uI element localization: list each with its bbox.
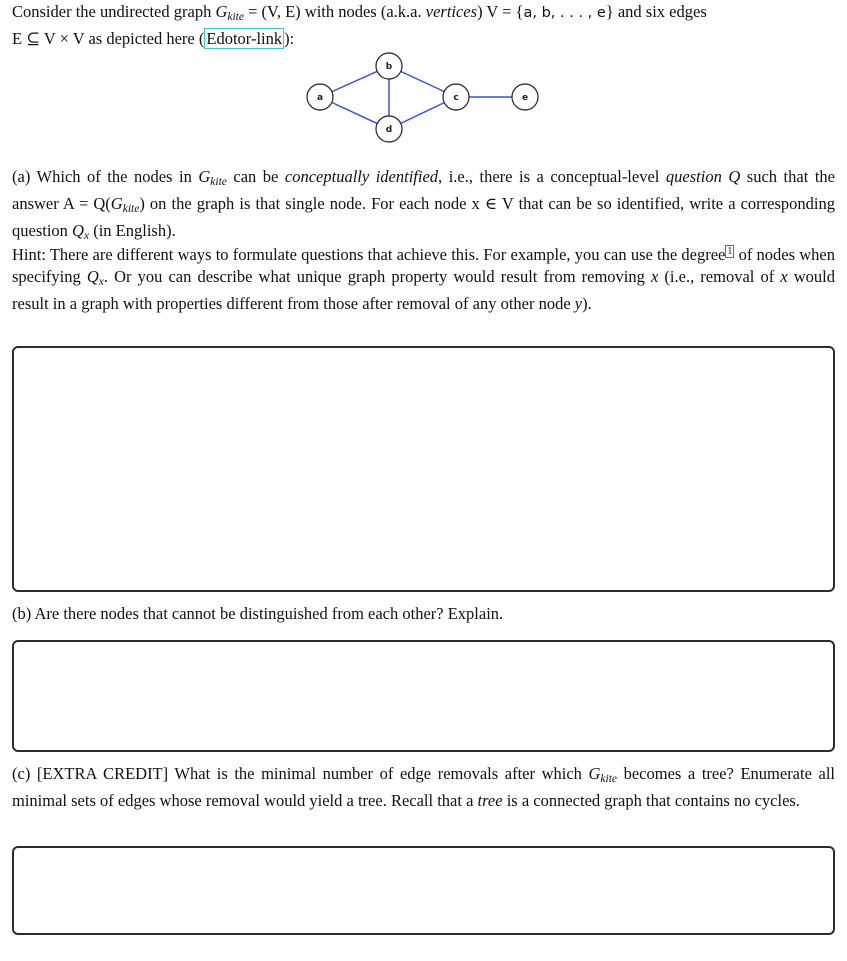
question-b bbox=[12, 603, 835, 625]
question-a-text: such that the answer A = Q( bbox=[12, 167, 835, 213]
question-c-text: is a connected graph that contains no cycles. bbox=[502, 791, 800, 810]
node-set: a, b, . . . , e bbox=[523, 5, 606, 21]
question-symbol: Q bbox=[72, 221, 84, 240]
question-subscript: x bbox=[83, 230, 90, 242]
hint-paragraph bbox=[12, 244, 835, 315]
question-c-text: (c) [EXTRA CREDIT] What is the minimal number of edge removals after which bbox=[12, 764, 589, 783]
question-a-text: ) on the graph is that single node. For each node x ∈ V that can be so identified, write a corresponding question bbox=[12, 194, 835, 240]
graph-symbol: G bbox=[588, 764, 601, 783]
intro-emphasis: vertices bbox=[425, 2, 478, 21]
intro-text: Consider the undirected graph bbox=[12, 2, 216, 21]
node-d bbox=[376, 116, 402, 142]
hint-text: . Or you can describe what unique graph property would result from removing bbox=[103, 267, 651, 286]
answer-box-b[interactable] bbox=[12, 640, 835, 752]
hint-text: (i.e., removal of bbox=[658, 267, 781, 286]
variable-x: x bbox=[780, 267, 788, 286]
answer-box-c[interactable] bbox=[12, 846, 835, 935]
hint-text: of nodes when specifying bbox=[12, 245, 835, 286]
intro-paragraph bbox=[12, 1, 835, 50]
intro-text: ): bbox=[284, 29, 295, 48]
hint-text: ). bbox=[582, 294, 592, 313]
node-label-d: d bbox=[385, 125, 393, 135]
graph-subscript: kite bbox=[227, 11, 244, 23]
hint-text: would result in a graph with properties different from those after removal of any other node bbox=[12, 267, 835, 313]
node-label-c: c bbox=[453, 93, 459, 103]
variable-x: x bbox=[651, 267, 659, 286]
node-label-b: b bbox=[385, 62, 393, 72]
graph-subscript: kite bbox=[210, 176, 227, 188]
edotor-link[interactable]: Edotor-link bbox=[206, 29, 283, 48]
intro-text: = (V, E) with nodes (a.k.a. bbox=[243, 2, 426, 21]
intro-text: E ⊆ V × V as depicted here ( bbox=[12, 29, 205, 48]
graph-symbol: G bbox=[110, 194, 123, 213]
question-a-text: , i.e., there is a conceptual-level bbox=[438, 167, 666, 186]
node-label-a: a bbox=[316, 93, 324, 103]
node-e bbox=[512, 84, 538, 110]
question-a-text: (a) Which of the nodes in bbox=[12, 167, 199, 186]
hint-text: Hint: There are different ways to formulate questions that achieve this. For example, you can use the degree bbox=[12, 245, 726, 264]
answer-box-a[interactable] bbox=[12, 346, 835, 592]
question-a-text: (in English). bbox=[89, 221, 176, 240]
graph-subscript: kite bbox=[600, 773, 618, 785]
node-b bbox=[376, 53, 402, 79]
question-a-text: can be bbox=[226, 167, 285, 186]
question-a-emphasis: conceptually identified bbox=[284, 167, 439, 186]
question-a bbox=[12, 166, 835, 247]
question-c-text: becomes a tree? Enumerate all minimal sets of edges whose removal would yield a tree. Recall that a bbox=[12, 764, 835, 810]
variable-y: y bbox=[574, 294, 583, 313]
graph-symbol: G bbox=[198, 167, 211, 186]
question-c bbox=[12, 763, 835, 812]
node-a bbox=[307, 84, 333, 110]
graph-symbol: G bbox=[215, 2, 228, 21]
question-c-emphasis: tree bbox=[477, 791, 503, 810]
question-symbol: Q bbox=[86, 267, 99, 286]
intro-text: ) V = { bbox=[477, 2, 524, 21]
footnote-link[interactable]: 1 bbox=[727, 246, 733, 257]
kite-graph bbox=[0, 50, 847, 150]
intro-text: } and six edges bbox=[605, 2, 707, 21]
graph-edges bbox=[320, 66, 525, 129]
question-subscript: x bbox=[98, 276, 104, 288]
node-label-e: e bbox=[521, 93, 529, 103]
node-c bbox=[443, 84, 469, 110]
question-a-emphasis: question Q bbox=[665, 167, 741, 186]
question-b-text: (b) Are there nodes that cannot be distinguished from each other? Explain. bbox=[12, 604, 504, 623]
graph-subscript: kite bbox=[122, 203, 140, 215]
